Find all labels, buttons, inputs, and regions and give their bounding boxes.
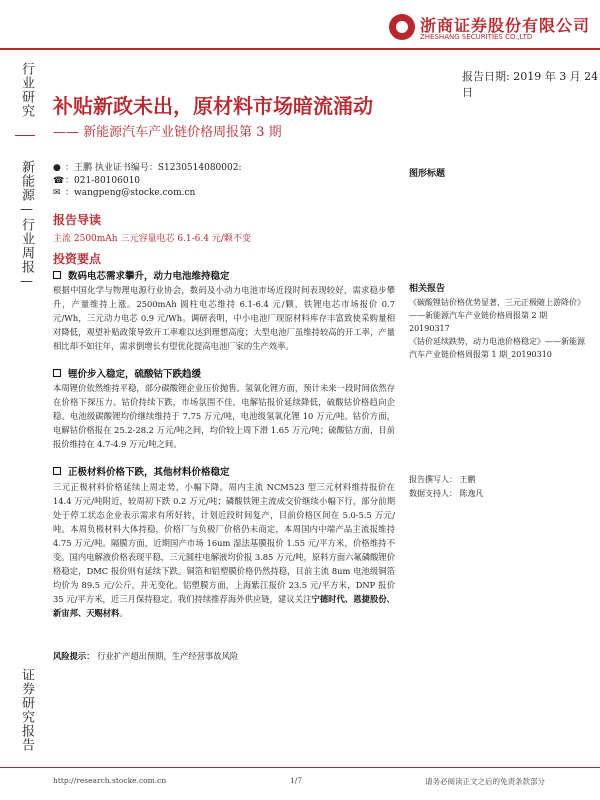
person-icon: ●: [53, 163, 61, 174]
phone-icon: ☎: [53, 175, 65, 186]
point-bullet-2: [53, 366, 201, 380]
report-authors: [409, 473, 484, 501]
checkbox-icon: [53, 467, 61, 475]
risk-warning: [53, 650, 238, 662]
point-para-3-emphasis: 宁德时代、恩捷股份、新宙邦、天赐材料: [53, 594, 395, 618]
email-icon: ✉: [53, 188, 61, 199]
analyst-phone: ：021-80106010: [65, 175, 141, 186]
point-para-1: 根据中国化学与物理电源行业协会，数码及小动力电池市场近段时间表现较好，需求稳步攀升，产量维持上涨。2500mAh 圆柱电芯维持 6.1-6.4 元/颗，铁锂电芯市场报价 0.7 元/Wh，三元动力电芯 0.9 元/Wh。调研表明，中小电池厂现原材料库存丰富致使采购量相对降低，观望补贴政策导致开工率难以达到理想高度；大型电池厂虽维持较高的开工率，产量相比却不如往年，需求倒增长有望优化提高电池厂家的生产效率。: [53, 285, 395, 351]
footer-disclaimer: 请务必阅读正文之后的免责条款部分: [425, 777, 545, 786]
related-report-item[interactable]: 《钴价延续跌势，动力电池价格稳定》——新能源汽车产业链价格周报第 1 期_20190310: [409, 337, 585, 359]
points-heading: 投资要点: [53, 252, 102, 266]
point-para-2: 本周锂价依然维持平稳，部分碳酸锂企业压价抛售。氢氧化锂方面，预计未来一段时间依然存在价格下探压力。钴价持续下跌，市场氛围不佳，电解钴报价延续降低，硫酸钴价格趋向企稳。电池级碳酸锂均价继续维持于 7.75 万元/吨，电池级氢氧化锂 10 万元/吨。钴价方面，电解钴价格报在 25.2-28.2 万元/吨之间，均价较上周下滑 1.65 万元/吨；硫酸钴方面，目前报价维持在 4.7-4.9 万元/吨之间。: [53, 383, 395, 449]
point-bullet-1-text: 数码电芯需求攀升，动力电池维持稳定: [68, 271, 230, 282]
footer-url[interactable]: http://research.stocke.com.cn: [53, 776, 167, 785]
related-reports-title: 相关报告: [409, 284, 446, 294]
analyst-email[interactable]: ：wangpeng@stocke.com.cn: [65, 188, 196, 199]
analyst-name: ：王鹏 执业证书编号：S1230514080002:: [65, 163, 242, 174]
sidebar-middle: 新能源—行业周报—: [19, 160, 34, 290]
report-title: 补贴新政未出，原材料市场暗流涌动: [53, 94, 373, 118]
analyst-contact: [53, 162, 242, 200]
point-bullet-2-text: 锂价步入稳定，硫酸钴下跌趋缓: [68, 369, 202, 380]
point-para-3: [53, 480, 395, 620]
page-number: 1/7: [290, 776, 303, 785]
sidebar-divider: [15, 135, 35, 136]
graph-title: 图形标题: [409, 169, 446, 179]
risk-text: 行业扩产超出预期，生产经营事故风险: [97, 651, 239, 661]
footer-rule: [0, 767, 600, 768]
risk-label: 风险提示：: [53, 651, 95, 661]
related-reports-list: [409, 296, 589, 361]
point-para-3-end: 。: [119, 608, 128, 618]
checkbox-icon: [53, 369, 61, 377]
sidebar-top: 行业研究: [19, 62, 34, 118]
point-bullet-3-text: 正极材料价格下跌，其他材料价格稳定: [68, 467, 230, 478]
report-date: 报告日期: 2019 年 3 月 24 日: [462, 70, 599, 99]
data-supporter: 数据支持人： 陈逸凡: [409, 489, 484, 498]
report-writer: 报告撰写人： 王鹏: [409, 475, 476, 484]
report-subtitle: —— 新能源汽车产业链价格周报第 3 期: [53, 125, 282, 140]
company-name-cn: 浙商证券股份有限公司: [420, 16, 591, 35]
checkbox-icon: [53, 271, 61, 279]
point-para-3-main: 三元正极材料价格延续上周走势，小幅下降。周内主流 NCM523 型三元材料维持报价在 14.4 万元/吨附近，较周初下跌 0.2 万元/吨；磷酸铁锂主流成交价继续小幅下行，部分前期处于停工状态企业表示需求有所好转，计划近段时间复产，目前价格区间在 5.0-5.5 万元/吨。本周负极材料大体持稳，价格厂与负极厂价格仍未商定，本周国内中端产品主流报维持 4.75 万元/吨。隔膜方面，近期国产市场 16um 湿法基膜报价 1.55 元/平方米，价格维持不变。国内电解液价格表现平稳，三元圆柱电解液均价报 3.85 万元/吨，原料方面六氟磷酸锂价格稳定，DMC 报价则有延续下跌。铜箔和铝塑膜价格仍然持稳，目前主流 8um 电池级铜箔均价为 89.5 元/公斤，并无变化。铝塑膜方面，上海紫江报价 23.5 元/平方米，DNP 报价 35 元/平方米，近三月保持稳定。我们持续推荐海外供应链，建议关注: [53, 482, 395, 604]
sidebar-bottom: 证券研究报告: [19, 668, 34, 752]
guide-text: 主流 2500mAh 三元容量电芯 6.1-6.4 元/颗不变: [53, 234, 251, 244]
company-name-en: ZHESHANG SECURITIES CO.,LTD: [420, 33, 533, 41]
company-logo-icon: [389, 14, 415, 40]
header-rule: [0, 48, 600, 50]
point-bullet-1: [53, 268, 230, 282]
point-bullet-3: [53, 464, 230, 478]
related-report-item[interactable]: 《碳酸锂钴价格优势显著，三元正极随上游降价》——新能源汽车产业链价格周报第 2 期 20190317: [409, 298, 585, 333]
guide-heading: 报告导读: [53, 213, 102, 227]
